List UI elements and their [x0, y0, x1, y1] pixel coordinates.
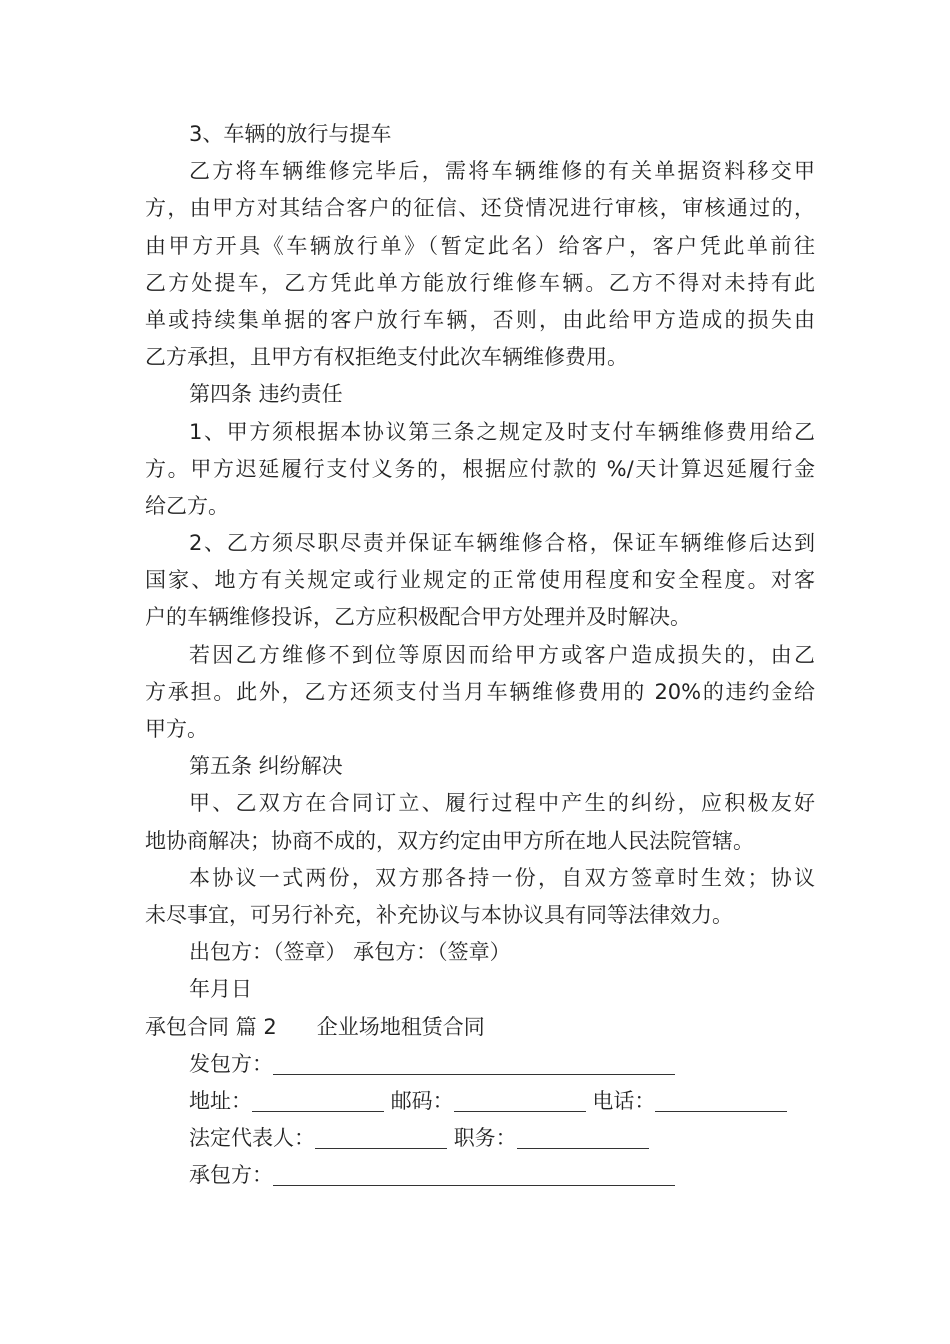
- paragraph-line: 方。甲方迟延履行支付义务的，根据应付款的 %/天计算迟延履行金: [145, 456, 815, 481]
- paragraph-line: 若因乙方维修不到位等原因而给甲方或客户造成损失的，由乙: [189, 642, 815, 667]
- paragraph-line: 单或持续集单据的客户放行车辆，否则，由此给甲方造成的损失由: [145, 307, 815, 332]
- contract-title-name: 企业场地租赁合同: [316, 1014, 485, 1039]
- lessee-blank[interactable]: [273, 1159, 675, 1186]
- lessor-row: [145, 1046, 815, 1083]
- lessee-label: 承包方：: [189, 1163, 273, 1188]
- signature-line: 出包方：（签章） 承包方：（签章）: [189, 940, 511, 965]
- paragraph-line: 乙方将车辆维修完毕后，需将车辆维修的有关单据资料移交甲: [189, 159, 815, 184]
- paragraph-line: 1、甲方须根据本协议第三条之规定及时支付车辆维修费用给乙: [189, 419, 815, 444]
- paragraph-line: 甲方。: [145, 717, 208, 741]
- lessor-blank[interactable]: [273, 1048, 675, 1075]
- legal-rep-label: 法定代表人：: [189, 1126, 315, 1151]
- paragraph-line: 地协商解决；协商不成的，双方约定由甲方所在地人民法院管辖。: [145, 828, 754, 853]
- paragraph-line: 由甲方开具《车辆放行单》（暂定此名）给客户，客户凭此单前往: [145, 233, 815, 258]
- paragraph-line: 给乙方。: [145, 493, 229, 518]
- article-heading: 第四条 违约责任: [189, 382, 343, 407]
- paragraph-line: 方，由甲方对其结合客户的征信、还贷情况进行审核，审核通过的，: [145, 196, 815, 221]
- paragraph-line: 乙方处提车，乙方凭此单方能放行维修车辆。乙方不得对未持有此: [145, 270, 815, 295]
- legal-rep-blank[interactable]: [315, 1122, 447, 1149]
- address-blank[interactable]: [252, 1085, 384, 1112]
- article-heading: 第五条 纠纷解决: [189, 754, 343, 779]
- contract-title-number: 承包合同 篇 2: [145, 1014, 277, 1039]
- document-body: [145, 116, 815, 1194]
- paragraph-line: 方承担。此外，乙方还须支付当月车辆维修费用的 20%的违约金给: [145, 679, 815, 704]
- date-line: 年月日: [189, 977, 252, 1002]
- contract-title: [145, 1009, 815, 1046]
- position-blank[interactable]: [517, 1122, 649, 1149]
- phone-label: 电话：: [592, 1088, 656, 1113]
- paragraph-line: 未尽事宜，可另行补充，补充协议与本协议具有同等法律效力。: [145, 902, 733, 927]
- legal-rep-row: [145, 1120, 815, 1157]
- position-label: 职务：: [453, 1126, 517, 1151]
- postcode-label: 邮码：: [390, 1088, 454, 1113]
- paragraph-line: 户的车辆维修投诉，乙方应积极配合甲方处理并及时解决。: [145, 605, 691, 630]
- lessor-label: 发包方：: [189, 1051, 273, 1076]
- paragraph-line: 本协议一式两份，双方那各持一份，自双方签章时生效；协议: [189, 865, 815, 890]
- lessee-row: [145, 1157, 815, 1194]
- postcode-blank[interactable]: [454, 1085, 586, 1112]
- address-row: [145, 1083, 815, 1120]
- section-heading: 3、车辆的放行与提车: [189, 122, 392, 146]
- phone-blank[interactable]: [655, 1085, 787, 1112]
- paragraph-line: 国家、地方有关规定或行业规定的正常使用程度和安全程度。对客: [145, 568, 815, 593]
- paragraph-line: 2、乙方须尽职尽责并保证车辆维修合格，保证车辆维修后达到: [189, 531, 815, 556]
- address-label: 地址：: [189, 1088, 252, 1113]
- paragraph-line: 甲、乙双方在合同订立、履行过程中产生的纠纷，应积极友好: [189, 791, 815, 816]
- paragraph-line: 乙方承担，且甲方有权拒绝支付此次车辆维修费用。: [145, 345, 628, 370]
